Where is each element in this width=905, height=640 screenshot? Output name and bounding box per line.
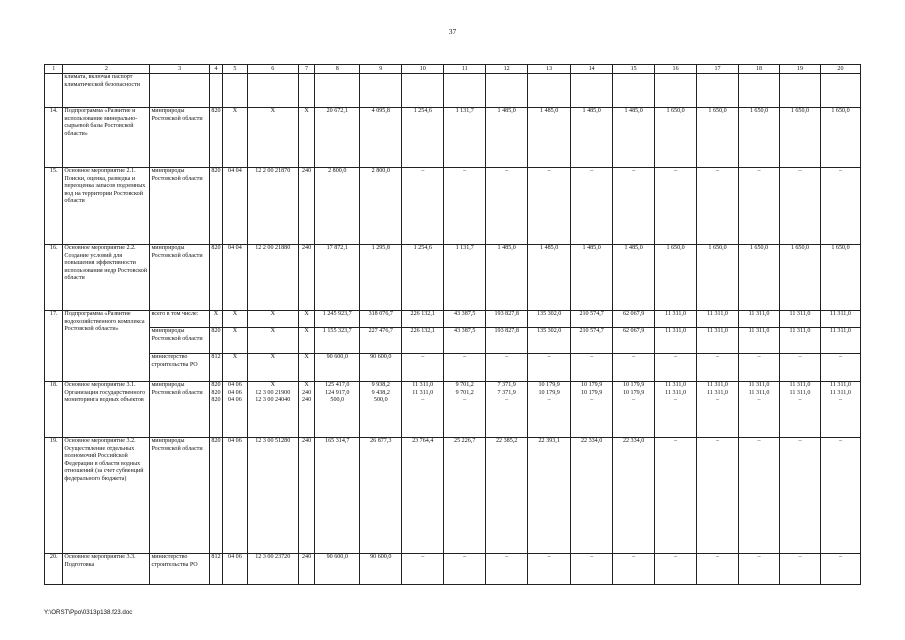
table-cell: 22 334,0 bbox=[613, 438, 655, 554]
table-cell: 12 3 00 23720 bbox=[247, 554, 298, 585]
cell-line: 125 417,0 bbox=[325, 382, 350, 388]
table-cell bbox=[528, 382, 571, 438]
table-cell: – bbox=[444, 168, 486, 245]
cell-line: 11 311,0 bbox=[830, 389, 851, 396]
table-cell bbox=[402, 74, 444, 108]
header-cell: 10 bbox=[402, 65, 444, 74]
header-cell: 18 bbox=[739, 65, 780, 74]
table-cell: Подпрограмма «Развитие и использование минерально-сырьевой базы Ростовской области» bbox=[63, 108, 150, 168]
cell-line: 820 bbox=[211, 382, 221, 388]
table-cell: 12 2 00 21870 bbox=[247, 168, 298, 245]
table-cell bbox=[571, 74, 613, 108]
table-cell: 1 650,0 bbox=[697, 108, 739, 168]
table-cell: 1 485,0 bbox=[613, 245, 655, 311]
table-cell: 1 650,0 bbox=[697, 245, 739, 311]
table-cell bbox=[528, 74, 571, 108]
table-row bbox=[45, 74, 861, 108]
table-cell: 26 877,3 bbox=[360, 438, 402, 554]
cell-line: 10 179,9 bbox=[622, 382, 645, 388]
table-cell: – bbox=[444, 554, 486, 585]
table-cell: X bbox=[247, 108, 298, 168]
table-cell: 1 155 323,7 bbox=[315, 328, 360, 354]
table-cell bbox=[613, 382, 655, 438]
table-cell bbox=[613, 74, 655, 108]
table-cell: X bbox=[298, 311, 314, 328]
table-cell: 11 311,0 bbox=[655, 328, 697, 354]
cell-line: – bbox=[716, 397, 720, 404]
header-cell: 6 bbox=[247, 65, 298, 74]
cell-line: 820 bbox=[211, 389, 221, 396]
table-cell: – bbox=[697, 168, 739, 245]
table-cell: министерство строительства РО bbox=[150, 354, 209, 382]
table-cell: – bbox=[486, 354, 528, 382]
header-cell: 17 bbox=[697, 65, 739, 74]
table-cell: 11 311,0 bbox=[697, 328, 739, 354]
table-cell: – bbox=[486, 168, 528, 245]
cell-line: 10 179,9 bbox=[538, 389, 560, 396]
cell-line: 04 06 bbox=[228, 382, 242, 388]
table-row bbox=[45, 168, 861, 245]
table-cell: 1 650,0 bbox=[739, 108, 780, 168]
cell-line: – bbox=[838, 397, 842, 404]
cell-line: 10 179,9 bbox=[580, 389, 603, 396]
cell-line: 11 311,0 bbox=[830, 382, 851, 388]
table-cell: 1 650,0 bbox=[779, 245, 820, 311]
table-cell: 1 295,8 bbox=[360, 245, 402, 311]
table-cell: всего в том числе: bbox=[150, 311, 209, 328]
table-cell: 12 3 00 51280 bbox=[247, 438, 298, 554]
table-cell: 11 311,0 bbox=[739, 311, 780, 328]
table-cell: 16. bbox=[45, 245, 63, 311]
table-cell: Подпрограмма «Развитие водохозяйственного комплекса Ростовской области» bbox=[63, 311, 150, 382]
table-cell: 165 314,7 bbox=[315, 438, 360, 554]
table-cell: 226 132,1 bbox=[402, 311, 444, 328]
table-cell: климата, включая паспорт климатической безопасности bbox=[63, 74, 150, 108]
cell-line: 12 3 00 21900 bbox=[255, 389, 291, 396]
table-cell: 820 bbox=[209, 108, 222, 168]
table-cell: – bbox=[571, 168, 613, 245]
header-cell: 14 bbox=[571, 65, 613, 74]
table-cell: 4 095,8 bbox=[360, 108, 402, 168]
table-row bbox=[45, 382, 861, 438]
table-cell: Основное мероприятие 2.2. Создание условий для повышения эффективности использования недр Ростовской области bbox=[63, 245, 150, 311]
table-cell: 820 bbox=[209, 328, 222, 354]
table-cell: – bbox=[820, 168, 860, 245]
cell-line: – bbox=[632, 397, 636, 404]
table-cell: – bbox=[613, 354, 655, 382]
cell-line: 04 06 bbox=[228, 389, 242, 396]
table-cell: 135 302,0 bbox=[528, 311, 571, 328]
table-cell: 2 800,0 bbox=[360, 168, 402, 245]
table-cell: – bbox=[528, 554, 571, 585]
cell-line: 11 311,0 bbox=[665, 382, 687, 388]
cell-line: 10 179,9 bbox=[580, 382, 603, 388]
cell-line: X bbox=[270, 382, 275, 388]
table-cell: 62 067,9 bbox=[613, 311, 655, 328]
table-cell: X bbox=[247, 311, 298, 328]
header-cell: 12 bbox=[486, 65, 528, 74]
table-cell bbox=[247, 382, 298, 438]
table-cell: 1 485,0 bbox=[571, 108, 613, 168]
table-cell: 1 650,0 bbox=[820, 108, 860, 168]
table-cell: – bbox=[613, 168, 655, 245]
cell-line: 9 938,2 bbox=[371, 382, 390, 388]
table-cell: X bbox=[223, 311, 248, 328]
table-cell: X bbox=[298, 354, 314, 382]
table-cell: 04 06 bbox=[223, 438, 248, 554]
table-cell bbox=[655, 382, 697, 438]
table-cell bbox=[360, 382, 402, 438]
table-cell: – bbox=[779, 554, 820, 585]
table-cell bbox=[444, 74, 486, 108]
table-cell: 20. bbox=[45, 554, 63, 585]
header-cell: 11 bbox=[444, 65, 486, 74]
table-cell: 43 387,5 bbox=[444, 328, 486, 354]
cell-line: 11 311,0 bbox=[748, 382, 770, 388]
table-cell: 90 600,0 bbox=[360, 354, 402, 382]
table-cell bbox=[739, 382, 780, 438]
table-cell: X bbox=[298, 108, 314, 168]
table-cell: – bbox=[779, 168, 820, 245]
cell-line: 7 371,9 bbox=[497, 389, 516, 396]
cell-line: 11 311,0 bbox=[412, 382, 434, 388]
table-cell: – bbox=[402, 554, 444, 585]
cell-line: 124 917,0 bbox=[325, 389, 350, 396]
table-cell: – bbox=[444, 354, 486, 382]
table-cell: 14. bbox=[45, 108, 63, 168]
table-cell: 19. bbox=[45, 438, 63, 554]
table-cell: 193 827,8 bbox=[486, 311, 528, 328]
table-cell: 17. bbox=[45, 311, 63, 382]
cell-line: 11 311,0 bbox=[707, 389, 728, 396]
table-cell: 22 393,1 bbox=[528, 438, 571, 554]
table-cell bbox=[247, 74, 298, 108]
table-cell: 1 245 923,7 bbox=[315, 311, 360, 328]
cell-line: 11 311,0 bbox=[789, 389, 811, 396]
table-cell: – bbox=[820, 354, 860, 382]
table-cell: – bbox=[655, 354, 697, 382]
table-cell: 1 650,0 bbox=[779, 108, 820, 168]
cell-line: – bbox=[547, 397, 551, 404]
header-cell: 20 bbox=[820, 65, 860, 74]
table-cell: 1 254,6 bbox=[402, 245, 444, 311]
cell-line: – bbox=[674, 397, 678, 404]
cell-line: 11 311,0 bbox=[789, 382, 811, 388]
table-cell: X bbox=[209, 311, 222, 328]
table-cell: 11 311,0 bbox=[655, 311, 697, 328]
table-cell: – bbox=[528, 168, 571, 245]
table-cell bbox=[655, 74, 697, 108]
table-cell bbox=[223, 382, 248, 438]
table-cell bbox=[209, 382, 222, 438]
table-cell bbox=[779, 74, 820, 108]
cell-line: 9 438,2 bbox=[371, 389, 390, 396]
table-cell: 11 311,0 bbox=[820, 328, 860, 354]
table-cell: – bbox=[571, 354, 613, 382]
table-cell: 240 bbox=[298, 554, 314, 585]
table-row bbox=[45, 311, 861, 328]
table-cell: минприроды Ростовской области bbox=[150, 168, 209, 245]
table-cell: 11 311,0 bbox=[820, 311, 860, 328]
table-cell: 1 650,0 bbox=[655, 245, 697, 311]
table-cell bbox=[45, 74, 63, 108]
table-cell: – bbox=[571, 554, 613, 585]
table-cell: 90 600,0 bbox=[315, 354, 360, 382]
table-cell: 11 311,0 bbox=[697, 311, 739, 328]
header-cell: 5 bbox=[223, 65, 248, 74]
table-row bbox=[45, 354, 861, 382]
footer-file-path: Y:\ORST\Ppo\0313p138.f23.doc bbox=[44, 609, 133, 616]
table-cell: 1 650,0 bbox=[655, 108, 697, 168]
table-row bbox=[45, 438, 861, 554]
table-cell: 135 302,0 bbox=[528, 328, 571, 354]
table-cell: – bbox=[486, 554, 528, 585]
table-cell: 1 485,0 bbox=[528, 108, 571, 168]
header-cell: 7 bbox=[298, 65, 314, 74]
table-cell bbox=[820, 382, 860, 438]
table-cell: X bbox=[223, 354, 248, 382]
cell-line: 240 bbox=[301, 389, 312, 396]
table-cell: 2 800,0 bbox=[315, 168, 360, 245]
header-cell: 8 bbox=[315, 65, 360, 74]
table-cell: минприроды Ростовской области bbox=[150, 328, 209, 354]
table-cell bbox=[223, 74, 248, 108]
header-cell: 16 bbox=[655, 65, 697, 74]
table-cell bbox=[402, 382, 444, 438]
table-cell: 04 04 bbox=[223, 245, 248, 311]
table-cell bbox=[444, 382, 486, 438]
table-cell: 12 2 00 21880 bbox=[247, 245, 298, 311]
table-cell: 1 485,0 bbox=[486, 108, 528, 168]
table-cell: X bbox=[247, 328, 298, 354]
cell-line: 11 311,0 bbox=[665, 389, 687, 396]
table-cell: Основное мероприятие 3.1. Организация государственного мониторинга водных объектов bbox=[63, 382, 150, 438]
cell-line: 11 311,0 bbox=[707, 382, 728, 388]
table-cell: 43 387,5 bbox=[444, 311, 486, 328]
table-cell: 90 600,0 bbox=[360, 554, 402, 585]
table-cell: 04 06 bbox=[223, 554, 248, 585]
cell-line: – bbox=[463, 397, 467, 404]
table-cell: минприроды Ростовской области bbox=[150, 438, 209, 554]
header-cell: 9 bbox=[360, 65, 402, 74]
table-cell: 18. bbox=[45, 382, 63, 438]
cell-line: 11 311,0 bbox=[412, 389, 434, 396]
table-row bbox=[45, 328, 861, 354]
table-cell: X bbox=[298, 328, 314, 354]
table-cell bbox=[315, 74, 360, 108]
table-cell bbox=[779, 382, 820, 438]
table-cell: X bbox=[223, 108, 248, 168]
table-cell: 22 334,0 bbox=[571, 438, 613, 554]
cell-line: 500,0 bbox=[330, 397, 345, 404]
table-row bbox=[45, 245, 861, 311]
table-cell: – bbox=[820, 438, 860, 554]
cell-line: 500,0 bbox=[373, 397, 388, 404]
cell-line: 11 311,0 bbox=[748, 389, 770, 396]
table-cell: 240 bbox=[298, 168, 314, 245]
cell-line: – bbox=[757, 397, 761, 404]
table-cell: 11 311,0 bbox=[779, 328, 820, 354]
table-cell: – bbox=[779, 438, 820, 554]
table-cell bbox=[298, 382, 314, 438]
header-cell: 3 bbox=[150, 65, 209, 74]
table-cell: 62 067,9 bbox=[613, 328, 655, 354]
table-cell: 227 476,7 bbox=[360, 328, 402, 354]
table-cell: 820 bbox=[209, 245, 222, 311]
table-cell: – bbox=[820, 554, 860, 585]
table-cell: минприроды Ростовской области bbox=[150, 382, 209, 438]
table-cell bbox=[697, 74, 739, 108]
header-cell: 4 bbox=[209, 65, 222, 74]
cell-line: 04 06 bbox=[228, 397, 242, 404]
header-row bbox=[45, 65, 861, 74]
table-cell: 20 672,1 bbox=[315, 108, 360, 168]
cell-line: 9 701,2 bbox=[455, 382, 474, 388]
table-cell: – bbox=[655, 168, 697, 245]
table-cell: минприроды Ростовской области bbox=[150, 245, 209, 311]
table-cell: 210 574,7 bbox=[571, 311, 613, 328]
cell-line: – bbox=[421, 397, 425, 404]
table-cell bbox=[697, 382, 739, 438]
cell-line: 12 3 00 24040 bbox=[255, 397, 291, 404]
table-cell bbox=[360, 74, 402, 108]
cell-line: – bbox=[505, 397, 509, 404]
header-cell: 1 bbox=[45, 65, 63, 74]
table-cell: X bbox=[223, 328, 248, 354]
table-cell: 11 311,0 bbox=[779, 311, 820, 328]
header-cell: 19 bbox=[779, 65, 820, 74]
table-cell: 22 385,2 bbox=[486, 438, 528, 554]
table-cell: 193 827,8 bbox=[486, 328, 528, 354]
table-cell: 1 650,0 bbox=[820, 245, 860, 311]
table-cell: 17 872,1 bbox=[315, 245, 360, 311]
table-cell: Основное мероприятие 2.1. Поиски, оценка, разведка и переоценка запасов подземных вод на территории Ростовской области bbox=[63, 168, 150, 245]
table-cell: 240 bbox=[298, 245, 314, 311]
table-cell: Основное мероприятие 3.2. Осуществление отдельных полномочий Российской Федерации в области водных отношений (за счет субвенций федерального бюджета) bbox=[63, 438, 150, 554]
table-cell: – bbox=[739, 354, 780, 382]
header-cell: 13 bbox=[528, 65, 571, 74]
table-cell: 1 485,0 bbox=[571, 245, 613, 311]
cell-line: 10 179,9 bbox=[622, 389, 645, 396]
table-cell: 1 485,0 bbox=[528, 245, 571, 311]
table-cell: 11 311,0 bbox=[739, 328, 780, 354]
table-cell: – bbox=[697, 438, 739, 554]
table-cell: – bbox=[402, 168, 444, 245]
table-cell bbox=[150, 74, 209, 108]
cell-line: 820 bbox=[211, 397, 221, 404]
cell-line: 10 179,9 bbox=[538, 382, 560, 388]
table-cell: 1 254,6 bbox=[402, 108, 444, 168]
table-cell bbox=[486, 382, 528, 438]
table-cell: – bbox=[739, 554, 780, 585]
cell-line: – bbox=[590, 397, 594, 404]
table-cell: 04 04 bbox=[223, 168, 248, 245]
table-cell: 1 485,0 bbox=[486, 245, 528, 311]
table-cell: 25 226,7 bbox=[444, 438, 486, 554]
table-cell: – bbox=[528, 354, 571, 382]
table-cell: 1 131,7 bbox=[444, 108, 486, 168]
table-cell: 812 bbox=[209, 354, 222, 382]
table-row bbox=[45, 108, 861, 168]
table-cell: – bbox=[697, 554, 739, 585]
table-cell: 820 bbox=[209, 438, 222, 554]
table-cell: 1 131,7 bbox=[444, 245, 486, 311]
page-number: 37 bbox=[448, 27, 457, 36]
table-cell: – bbox=[779, 354, 820, 382]
table-cell bbox=[209, 74, 222, 108]
table-cell: 1 485,0 bbox=[613, 108, 655, 168]
table-cell: 1 650,0 bbox=[739, 245, 780, 311]
table-cell: 240 bbox=[298, 438, 314, 554]
table-cell: – bbox=[613, 554, 655, 585]
header-cell: 2 bbox=[63, 65, 150, 74]
table-cell bbox=[315, 382, 360, 438]
table-cell: X bbox=[247, 354, 298, 382]
cell-line: 240 bbox=[301, 397, 312, 404]
table-cell: 15. bbox=[45, 168, 63, 245]
table-cell bbox=[820, 74, 860, 108]
table-row bbox=[45, 554, 861, 585]
table-cell: 90 600,0 bbox=[315, 554, 360, 585]
table-cell: – bbox=[697, 354, 739, 382]
table-cell: Основное мероприятие 3.3. Подготовка bbox=[63, 554, 150, 585]
table-cell: – bbox=[739, 438, 780, 554]
table-cell: 226 132,1 bbox=[402, 328, 444, 354]
table-cell: – bbox=[739, 168, 780, 245]
header-cell: 15 bbox=[613, 65, 655, 74]
budget-table bbox=[44, 64, 861, 585]
table-cell bbox=[486, 74, 528, 108]
table-cell: 812 bbox=[209, 554, 222, 585]
table-cell: 318 076,7 bbox=[360, 311, 402, 328]
table-cell: 23 764,4 bbox=[402, 438, 444, 554]
table-cell: министерство строительства РО bbox=[150, 554, 209, 585]
cell-line: 9 701,2 bbox=[455, 389, 474, 396]
cell-line: – bbox=[798, 397, 802, 404]
table-cell bbox=[298, 74, 314, 108]
table-cell: минприроды Ростовской области bbox=[150, 108, 209, 168]
table-cell: 820 bbox=[209, 168, 222, 245]
cell-line: X bbox=[304, 382, 309, 388]
table-cell: 210 574,7 bbox=[571, 328, 613, 354]
table-cell: – bbox=[655, 438, 697, 554]
table-cell: – bbox=[402, 354, 444, 382]
table-cell bbox=[571, 382, 613, 438]
cell-line: 7 371,9 bbox=[497, 382, 516, 388]
table-cell bbox=[739, 74, 780, 108]
table-cell: – bbox=[655, 554, 697, 585]
